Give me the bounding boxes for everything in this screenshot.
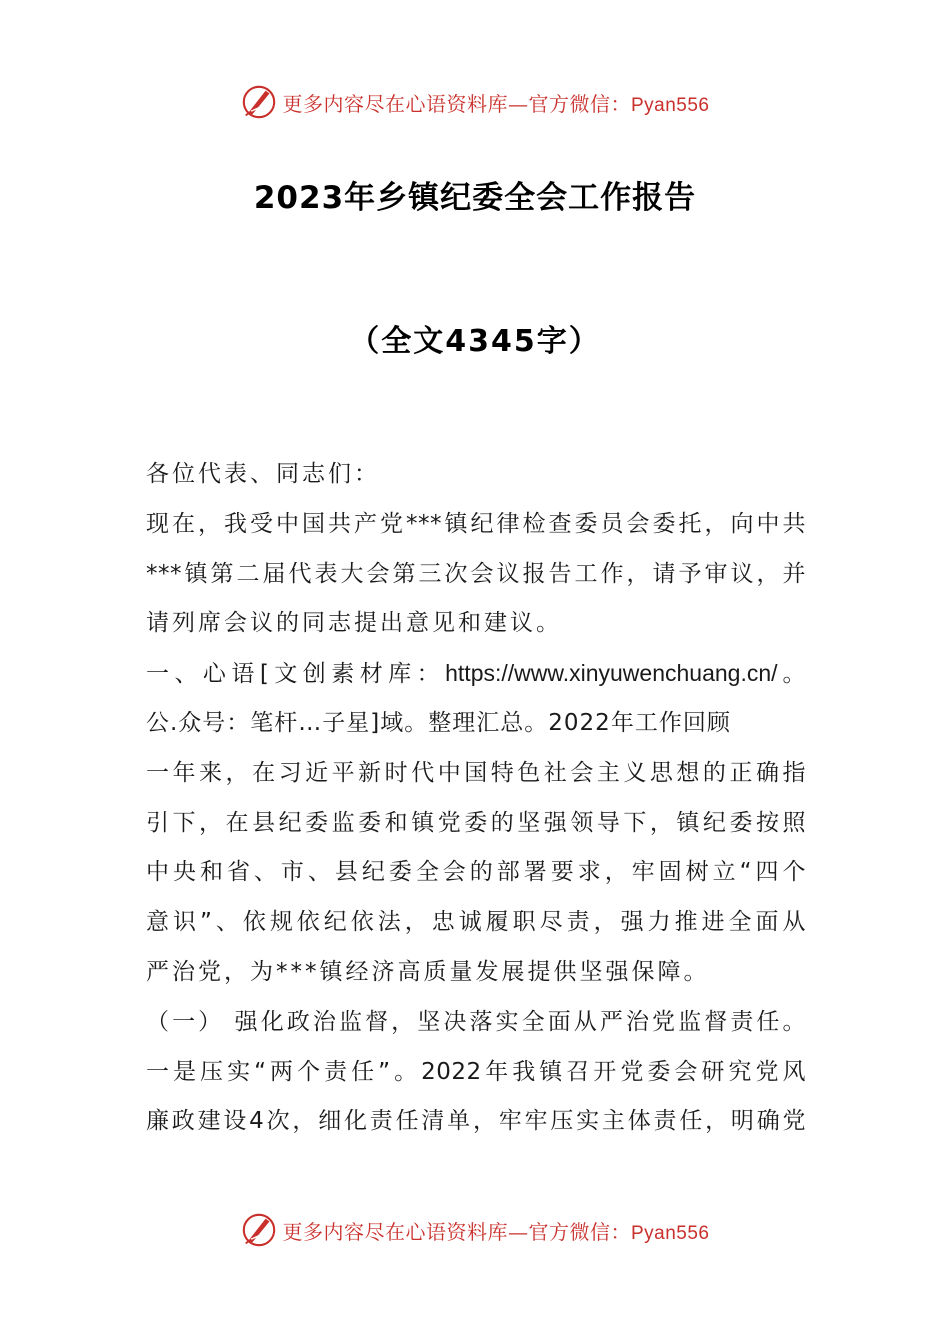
text-line: ***镇第二届代表大会第三次会议报告工作，请予审议，并 (146, 560, 806, 587)
quill-logo-icon (240, 1211, 278, 1249)
url-link[interactable]: https://www.xinyuwenchuang.cn/ (445, 660, 778, 687)
quill-logo-icon (240, 83, 278, 121)
text-segment: 一、心语[文创素材库： (146, 661, 446, 688)
banner-text: 更多内容尽在心语资料库—官方微信：Pyan556 (282, 91, 710, 116)
footer-banner (0, 1208, 950, 1252)
text-line: 中央和省、市、县纪委全会的部署要求，牢固树立“四个 (146, 859, 806, 886)
document-subtitle: （全文4345字） (349, 324, 601, 359)
section-heading: （一） 强化政治监督，坚决落实全面从严治党监督责任。 (146, 1008, 806, 1035)
text-line (146, 651, 806, 701)
text-line: 意识”、依规依纪依法，忠诚履职尽责，强力推进全面从 (146, 909, 806, 936)
header-banner (0, 80, 950, 124)
text-line: 请列席会议的同志提出意见和建议。 (146, 610, 562, 637)
document-title: 2023年乡镇纪委全会工作报告 (253, 180, 697, 216)
text-line: 严治党，为***镇经济高质量发展提供坚强保障。 (146, 958, 710, 985)
banner-text: 更多内容尽在心语资料库—官方微信：Pyan556 (282, 1219, 710, 1244)
text-line: 公.众号：笔杆…子星]域。整理汇总。2022年工作回顾 (146, 709, 731, 736)
text-line: 廉政建设4次，细化责任清单，牢牢压实主体责任，明确党 (146, 1108, 806, 1135)
text-line: 一年来，在习近平新时代中国特色社会主义思想的正确指 (146, 759, 806, 786)
text-line: 引下，在县纪委监委和镇党委的坚强领导下，镇纪委按照 (146, 809, 806, 836)
text-line: 各位代表、同志们： (146, 461, 380, 487)
text-segment: 。 (777, 661, 806, 688)
document-body (146, 452, 806, 1149)
text-line: 现在，我受中国共产党***镇纪律检查委员会委托，向中共 (146, 510, 806, 537)
text-line: 一是压实“两个责任”。2022年我镇召开党委会研究党风 (146, 1058, 806, 1085)
